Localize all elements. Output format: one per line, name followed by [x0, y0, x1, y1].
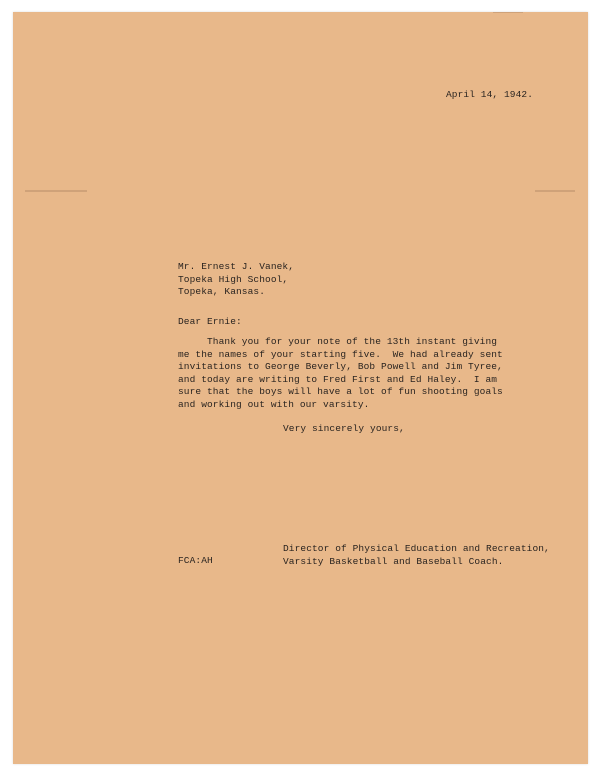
- signature-line: Varsity Basketball and Baseball Coach.: [283, 555, 504, 567]
- body-line: and today are writing to Fred First and Ed Haley. I am: [178, 373, 498, 385]
- body-line: sure that the boys will have a lot of fun shooting goals: [178, 386, 503, 397]
- letter-date: April 14, 1942.: [446, 89, 534, 100]
- salutation: Dear Ernie:: [178, 316, 242, 327]
- recipient-address: [178, 261, 294, 299]
- signature-title: [283, 543, 550, 568]
- body-line: me the names of your starting five. We had already sent: [178, 348, 503, 360]
- body-line: invitations to George Beverly, Bob Powell and Jim Tyree,: [178, 361, 503, 372]
- body-line: Thank you for your note of the 13th instant giving: [178, 336, 498, 347]
- paper-mark-top: [493, 12, 523, 13]
- body-line: and working out with our varsity.: [178, 398, 370, 410]
- letter-page: [13, 12, 588, 764]
- letter-body: [178, 336, 503, 411]
- reference-initials: FCA:AH: [178, 555, 213, 566]
- closing: Very sincerely yours,: [283, 423, 405, 434]
- signature-line: Director of Physical Education and Recreation,: [283, 543, 550, 554]
- paper-crease-left: [25, 190, 87, 192]
- paper-crease-right: [535, 190, 575, 192]
- recipient-line: Mr. Ernest J. Vanek,: [178, 261, 295, 272]
- recipient-line: Topeka High School,: [178, 273, 289, 285]
- recipient-line: Topeka, Kansas.: [178, 286, 266, 297]
